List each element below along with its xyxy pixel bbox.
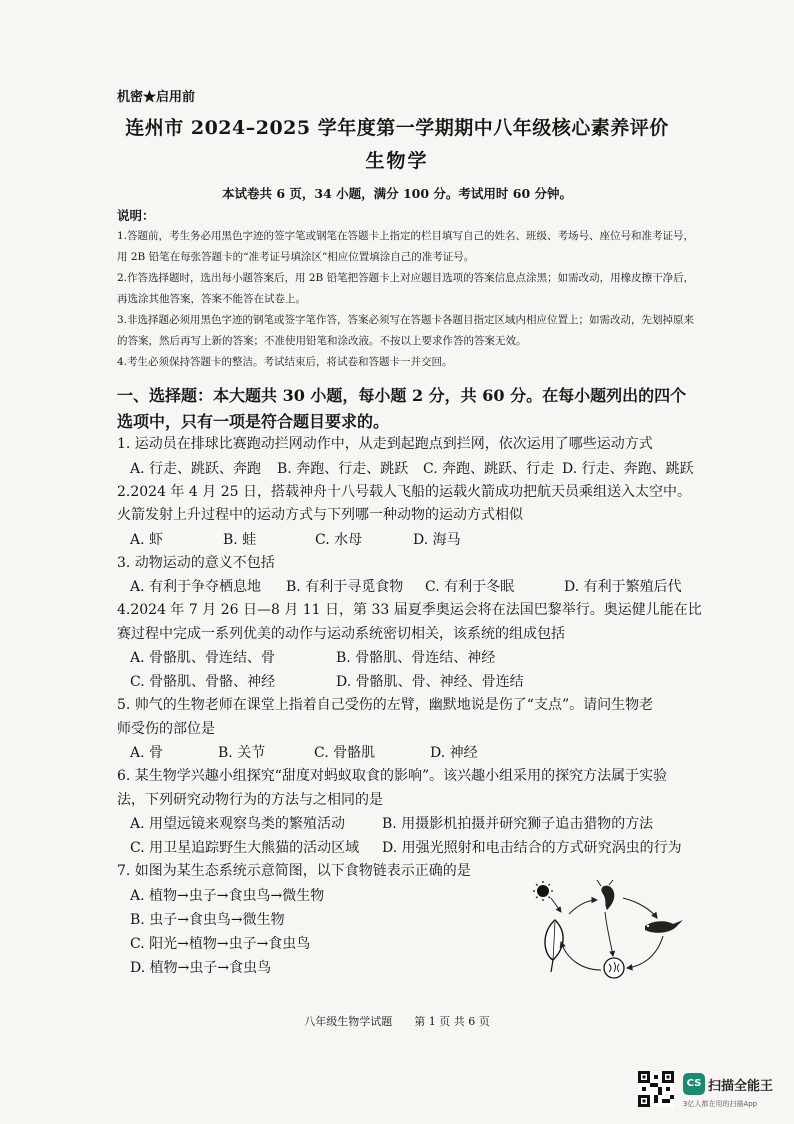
exam-title: 连州市 2024–2025 学年度第一学期期中八年级核心素养评价 bbox=[125, 117, 669, 139]
option-a: A. 行走、跳跃、奔跑 bbox=[130, 460, 262, 477]
option-d: D. 用强光照射和电击结合的方式研究涡虫的行为 bbox=[382, 840, 682, 856]
question-5-stem-cont: 师受伤的部位是 bbox=[117, 720, 215, 737]
question-2-options bbox=[117, 528, 707, 552]
option-b: B. 虫子→食虫鸟→微生物 bbox=[130, 911, 285, 928]
section-one-title: 一、选择题：本大题共 30 小题，每小题 2 分，共 60 分。在每小题列出的四个选项中，只有一项是符合题目要求的。 bbox=[117, 386, 687, 431]
question-4-options-row2 bbox=[117, 670, 707, 694]
option-c: C. 用卫星追踪野生大熊猫的活动区域 bbox=[130, 840, 360, 856]
camscanner-logo-icon: CS bbox=[683, 1073, 705, 1095]
camscanner-name: 扫描全能王 bbox=[708, 1079, 774, 1094]
question-6-options-row1 bbox=[117, 812, 707, 836]
option-b: B. 蛙 bbox=[223, 531, 257, 548]
option-c: C. 骨骼肌、骨骼、神经 bbox=[130, 674, 276, 690]
option-b: B. 有利于寻觅食物 bbox=[286, 579, 404, 595]
option-b: B. 奔跑、行走、跳跃 bbox=[277, 460, 409, 477]
question-2-stem-cont: 火箭发射上升过程中的运动方式与下列哪一种动物的运动方式相似 bbox=[117, 507, 523, 523]
question-6-options-row2 bbox=[117, 836, 707, 860]
option-c: C. 有利于冬眠 bbox=[425, 579, 515, 595]
question-5-stem: 5. 帅气的生物老师在课堂上指着自己受伤的左臂，幽默地说是伤了“支点”。请问生物老 bbox=[117, 697, 654, 713]
option-a: A. 用望远镜来观察鸟类的繁殖活动 bbox=[130, 816, 346, 832]
question-7-stem: 7. 如图为某生态系统示意简图，以下食物链表示正确的是 bbox=[117, 863, 471, 879]
bird-icon bbox=[645, 920, 683, 933]
option-c: C. 骨骼肌 bbox=[314, 745, 376, 761]
note-item: 3.非选择题必须用黑色字迹的钢笔或签字笔作答，答案必须写在答题卡各题目指定区域内相应位置上；如需改动，先划掉原来的答案，然后再写上新的答案；不准使用铅笔和涂改液。不按以上要求作答的答案无效。 bbox=[117, 314, 695, 347]
question-2-stem: 2.2024 年 4 月 25 日，搭载神舟十八号载人飞船的运载火箭成功把航天员乘组送入太空中。 bbox=[117, 483, 691, 500]
option-d: D. 骨骼肌、骨、神经、骨连结 bbox=[336, 674, 524, 690]
question-4-stem: 4.2024 年 7 月 26 日—8 月 11 日，第 33 届夏季奥运会将在法国巴黎举行。奥运健儿能在比 bbox=[117, 602, 702, 618]
option-d: D. 有利于繁殖后代 bbox=[564, 579, 682, 595]
question-3-stem: 3. 动物运动的意义不包括 bbox=[117, 554, 275, 571]
option-a: A. 骨 bbox=[130, 745, 164, 761]
option-b: B. 骨骼肌、骨连结、神经 bbox=[336, 650, 496, 666]
question-3-options bbox=[117, 575, 707, 599]
question-5-options bbox=[117, 741, 707, 765]
option-a: A. 有利于争夺栖息地 bbox=[130, 579, 262, 595]
camscanner-tagline: 3亿人都在用的扫描App bbox=[683, 1100, 758, 1108]
option-b: B. 关节 bbox=[218, 745, 266, 761]
question-4-stem-cont: 赛过程中完成一系列优美的动作与运动系统密切相关，该系统的组成包括 bbox=[117, 625, 565, 642]
confidential-label: 机密★启用前 bbox=[117, 90, 196, 105]
arrow-insect-to-microbe bbox=[605, 912, 613, 956]
exam-subject: 生物学 bbox=[365, 150, 429, 172]
option-c: C. 水母 bbox=[315, 531, 363, 548]
page-footer: 八年级生物学试题 第 1 页 共 6 页 bbox=[304, 1015, 490, 1028]
note-item: 2.作答选择题时，选出每小题答案后，用 2B 铅笔把答题卡上对应题目选项的答案信息点涂黑；如需改动，用橡皮擦干净后，再选涂其他答案，答案不能答在试卷上。 bbox=[117, 272, 695, 305]
question-6-stem: 6. 某生物学兴趣小组探究“甜度对蚂蚁取食的影响”。该兴趣小组采用的探究方法属于实验 bbox=[117, 768, 668, 784]
option-c: C. 奔跑、跳跃、行走 bbox=[423, 460, 555, 477]
arrow-microbe-to-plant bbox=[561, 942, 601, 970]
notes-heading: 说明： bbox=[117, 208, 155, 223]
ecosystem-diagram bbox=[527, 880, 697, 990]
question-1-stem: 1. 运动员在排球比赛跑动拦网动作中，从走到起跑点到拦网，依次运用了哪些运动方式 bbox=[117, 436, 653, 452]
insect-icon bbox=[597, 880, 614, 910]
option-d: D. 海马 bbox=[413, 531, 461, 548]
option-a: A. 虾 bbox=[130, 531, 164, 548]
option-b: B. 用摄影机拍摄并研究狮子追击猎物的方法 bbox=[382, 816, 654, 832]
question-6-stem-cont: 法，下列研究动物行为的方法与之相同的是 bbox=[117, 791, 383, 808]
option-d: D. 植物→虫子→食虫鸟 bbox=[130, 959, 272, 976]
notes-list bbox=[117, 226, 697, 374]
question-1-options bbox=[117, 457, 707, 481]
arrow-plant-to-insect bbox=[569, 900, 597, 914]
option-a: A. 骨骼肌、骨连结、骨 bbox=[130, 650, 276, 666]
option-d: D. 神经 bbox=[430, 745, 478, 761]
option-c: C. 阳光→植物→虫子→食虫鸟 bbox=[130, 935, 311, 952]
arrow-insect-to-bird bbox=[623, 898, 657, 918]
qr-code-icon bbox=[638, 1071, 674, 1107]
note-item: 1.答题前，考生务必用黑色字迹的签字笔或钢笔在答题卡上指定的栏目填写自己的姓名、班级、考场号、座位号和准考证号，用 2B 铅笔在每张答题卡的“准考证号填涂区”相应位置填涂自己的准考证号。 bbox=[117, 230, 695, 263]
arrow-bird-to-microbe bbox=[627, 936, 663, 968]
microbe-icon bbox=[604, 958, 624, 978]
option-a: A. 植物→虫子→食虫鸟→微生物 bbox=[130, 887, 325, 904]
sun-icon bbox=[533, 881, 553, 901]
option-d: D. 行走、奔跑、跳跃 bbox=[562, 460, 694, 477]
question-4-options-row1 bbox=[117, 646, 707, 670]
exam-info: 本试卷共 6 页，34 小题，满分 100 分。考试用时 60 分钟。 bbox=[221, 186, 573, 201]
note-item: 4.考生必须保持答题卡的整洁。考试结束后，将试卷和答题卡一并交回。 bbox=[117, 356, 453, 368]
leaf-icon bbox=[545, 920, 563, 972]
sunlight-arrow bbox=[551, 898, 561, 912]
